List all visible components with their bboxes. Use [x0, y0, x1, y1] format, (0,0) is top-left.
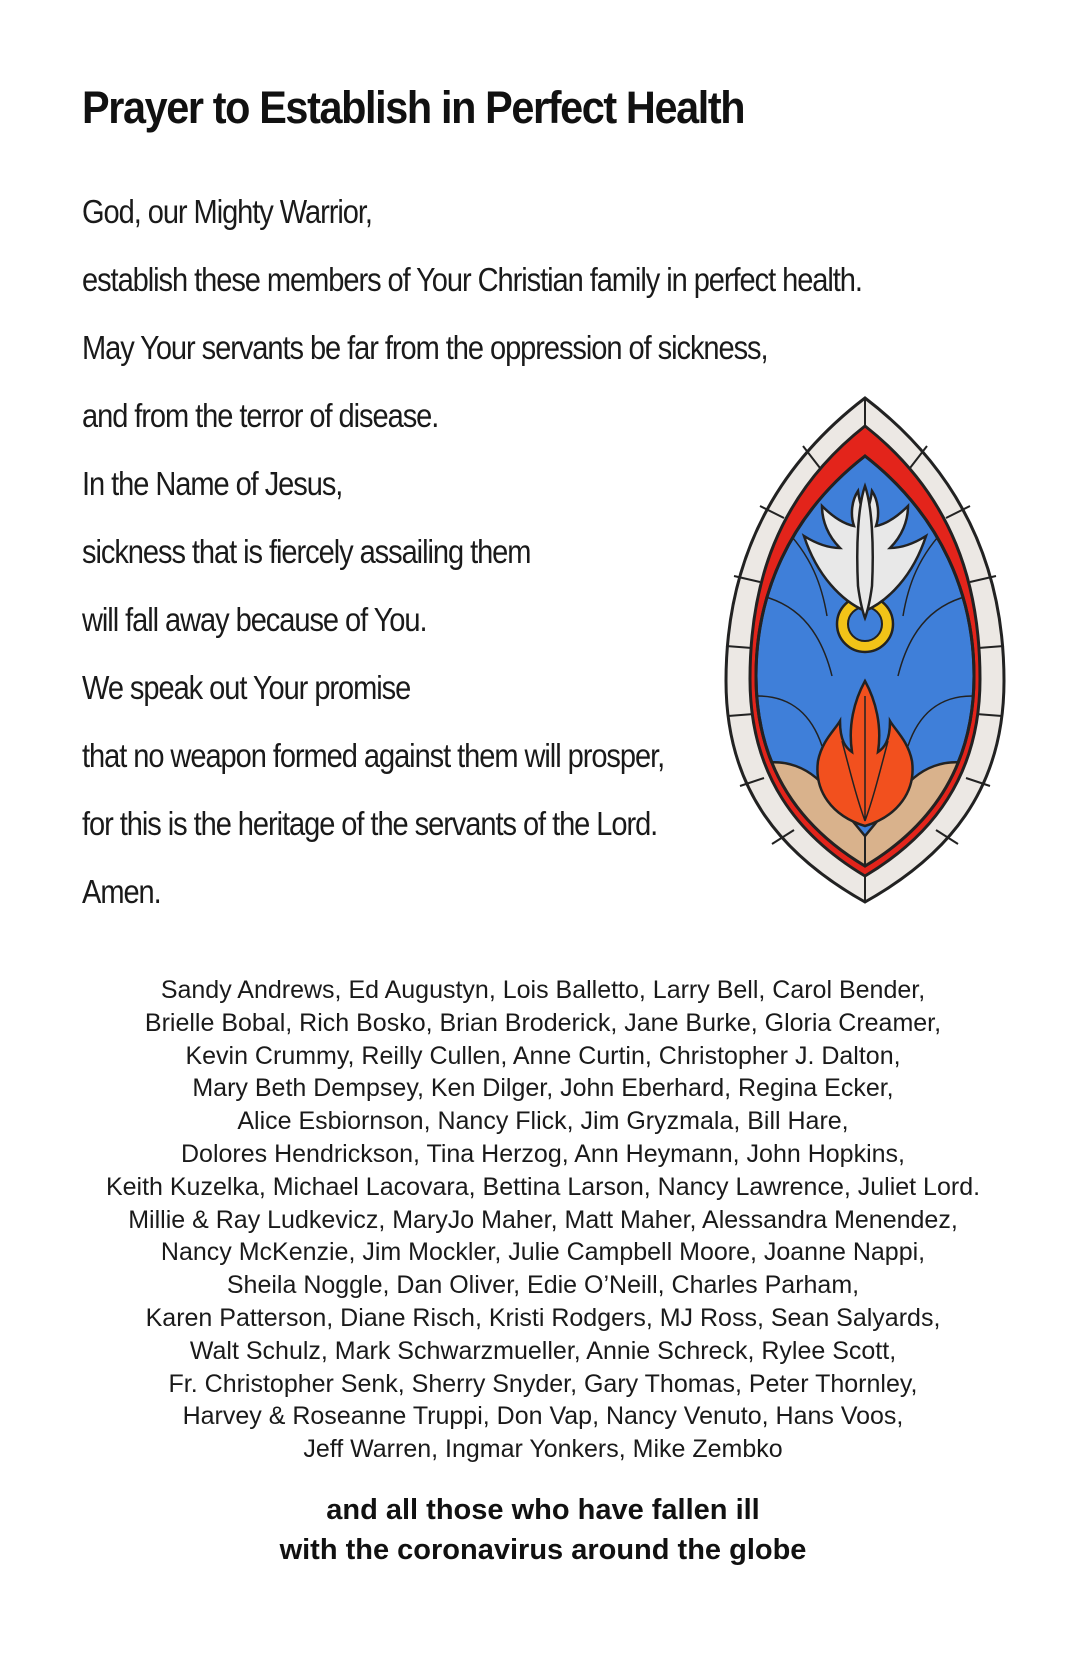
prayer-line: May Your servants be far from the oppression of sickness, [82, 329, 768, 366]
names-line: Karen Patterson, Diane Risch, Kristi Rodgers, MJ Ross, Sean Salyards, [145, 1303, 941, 1332]
names-line: Nancy McKenzie, Jim Mockler, Julie Campbell Moore, Joanne Nappi, [160, 1238, 926, 1267]
names-line: Alice Esbiornson, Nancy Flick, Jim Gryzmala, Bill Hare, [237, 1107, 849, 1136]
names-line: Keith Kuzelka, Michael Lacovara, Bettina Larson, Nancy Lawrence, Juliet Lord. [105, 1172, 981, 1201]
names-line: Jeff Warren, Ingmar Yonkers, Mike Zembko [303, 1435, 783, 1464]
prayer-line: for this is the heritage of the servants of the Lord. [82, 805, 658, 842]
closing-line: and all those who have fallen ill [326, 1494, 760, 1526]
names-line: Kevin Crummy, Reilly Cullen, Anne Curtin, Christopher J. Dalton, [185, 1041, 901, 1070]
prayer-line: sickness that is fiercely assailing them [82, 533, 531, 570]
prayer-line: establish these members of Your Christian family in perfect health. [82, 261, 862, 298]
names-line: Dolores Hendrickson, Tina Herzog, Ann Heymann, John Hopkins, [181, 1139, 905, 1168]
prayer-line: God, our Mighty Warrior, [82, 193, 372, 230]
closing-text [43, 1490, 1043, 1570]
stained-glass-dove-flame-icon [722, 396, 1008, 904]
prayer-line: that no weapon formed against them will prosper, [82, 737, 665, 774]
prayer-line: will fall away because of You. [82, 601, 427, 638]
names-line: Mary Beth Dempsey, Ken Dilger, John Eberhard, Regina Ecker, [192, 1074, 894, 1103]
prayer-line: In the Name of Jesus, [82, 465, 343, 502]
names-line: Sandy Andrews, Ed Augustyn, Lois Balletto, Larry Bell, Carol Bender, [160, 976, 926, 1004]
names-line: Sheila Noggle, Dan Oliver, Edie O’Neill, Charles Parham, [226, 1271, 860, 1300]
names-line: Brielle Bobal, Rich Bosko, Brian Broderick, Jane Burke, Gloria Creamer, [144, 1008, 942, 1037]
names-line: Walt Schulz, Mark Schwarzmueller, Annie Schreck, Rylee Scott, [189, 1336, 897, 1365]
page-title: Prayer to Establish in Perfect Health [82, 82, 745, 133]
prayer-line: Amen. [82, 873, 161, 910]
names-line: Fr. Christopher Senk, Sherry Snyder, Gary Thomas, Peter Thornley, [168, 1369, 918, 1398]
names-line: Millie & Ray Ludkevicz, MaryJo Maher, Matt Maher, Alessandra Menendez, [128, 1205, 958, 1234]
prayer-line: We speak out Your promise [82, 669, 411, 706]
names-line: Harvey & Roseanne Truppi, Don Vap, Nancy Venuto, Hans Voos, [182, 1402, 904, 1431]
closing-line: with the coronavirus around the globe [279, 1534, 807, 1566]
prayer-line: and from the terror of disease. [82, 397, 439, 434]
names-list [43, 974, 1043, 1466]
